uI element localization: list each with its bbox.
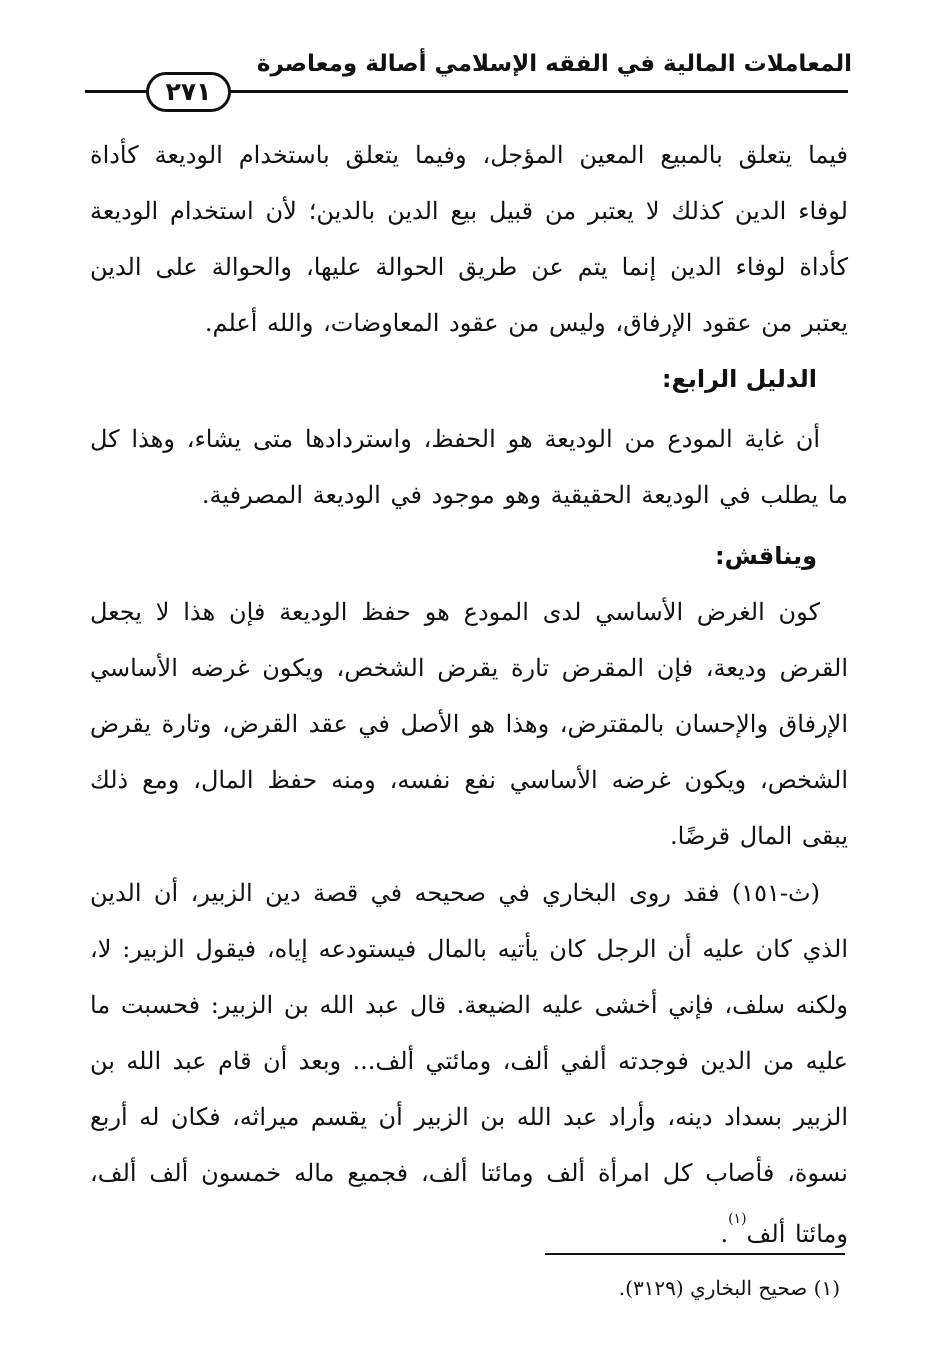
running-title: المعاملات المالية في الفقه الإسلامي أصالة ومعاصرة (256, 51, 852, 77)
footnote-1: (١) صحيح البخاري (٣١٢٩). (618, 1276, 840, 1300)
heading-discussion: ويناقش: (715, 542, 817, 570)
heading-fourth-evidence: الدليل الرابع: (661, 365, 817, 393)
footnote-separator (545, 1253, 845, 1255)
page-number-badge: ٢٧١ (146, 72, 231, 112)
paragraph-4-text: (ث-١٥١) فقد روى البخاري في صحيحه في قصة دين الزبير، أن الدين الذي كان عليه أن الرجل كان يأتيه بالمال فيستودعه إياه، فيقول الزبير: لا، ولكنه سلف، فإني أخشى عليه الضيعة. قال عبد الله بن الزبير: فحسبت ما عليه من الدين فوجدته ألفي ألف، ومائتي ألف... وبعد أن قام عبد الله بن الزبير بسداد دينه، وأراد عبد الله بن الزبير أن يقسم ميراثه، فكان له أربع نسوة، فأصاب كل امرأة ألف ومائتا ألف، فجميع ماله خمسون ألف ألف، ومائتا ألف (90, 879, 849, 1248)
paragraph-4 (90, 865, 848, 1262)
paragraph-1: فيما يتعلق بالمبيع المعين المؤجل، وفيما يتعلق باستخدام الوديعة كأداة لوفاء الدين كذلك لا يعتبر من قبيل بيع الدين بالدين؛ لأن استخدام الوديعة كأداة لوفاء الدين إنما يتم عن طريق الحوالة عليها، والحوالة على الدين يعتبر من عقود الإرفاق، وليس من عقود المعاوضات، والله أعلم. (90, 141, 848, 337)
paragraph-2: أن غاية المودع من الوديعة هو الحفظ، واستردادها متى يشاء، وهذا كل ما يطلب في الوديعة الحقيقية وهو موجود في الوديعة المصرفية. (90, 425, 848, 509)
paragraph-3: كون الغرض الأساسي لدى المودع هو حفظ الوديعة فإن هذا لا يجعل القرض وديعة، فإن المقرض تارة يقرض الشخص، ويكون غرضه الأساسي الإرفاق والإحسان بالمقترض، وهذا هو الأصل في عقد القرض، وتارة يقرض الشخص، ويكون غرضه الأساسي نفع نفسه، ومنه حفظ المال، ومع ذلك يبقى المال قرضًا. (90, 598, 848, 850)
footnote-reference: (١) (728, 1211, 747, 1227)
paragraph-4-end: . (720, 1220, 729, 1248)
